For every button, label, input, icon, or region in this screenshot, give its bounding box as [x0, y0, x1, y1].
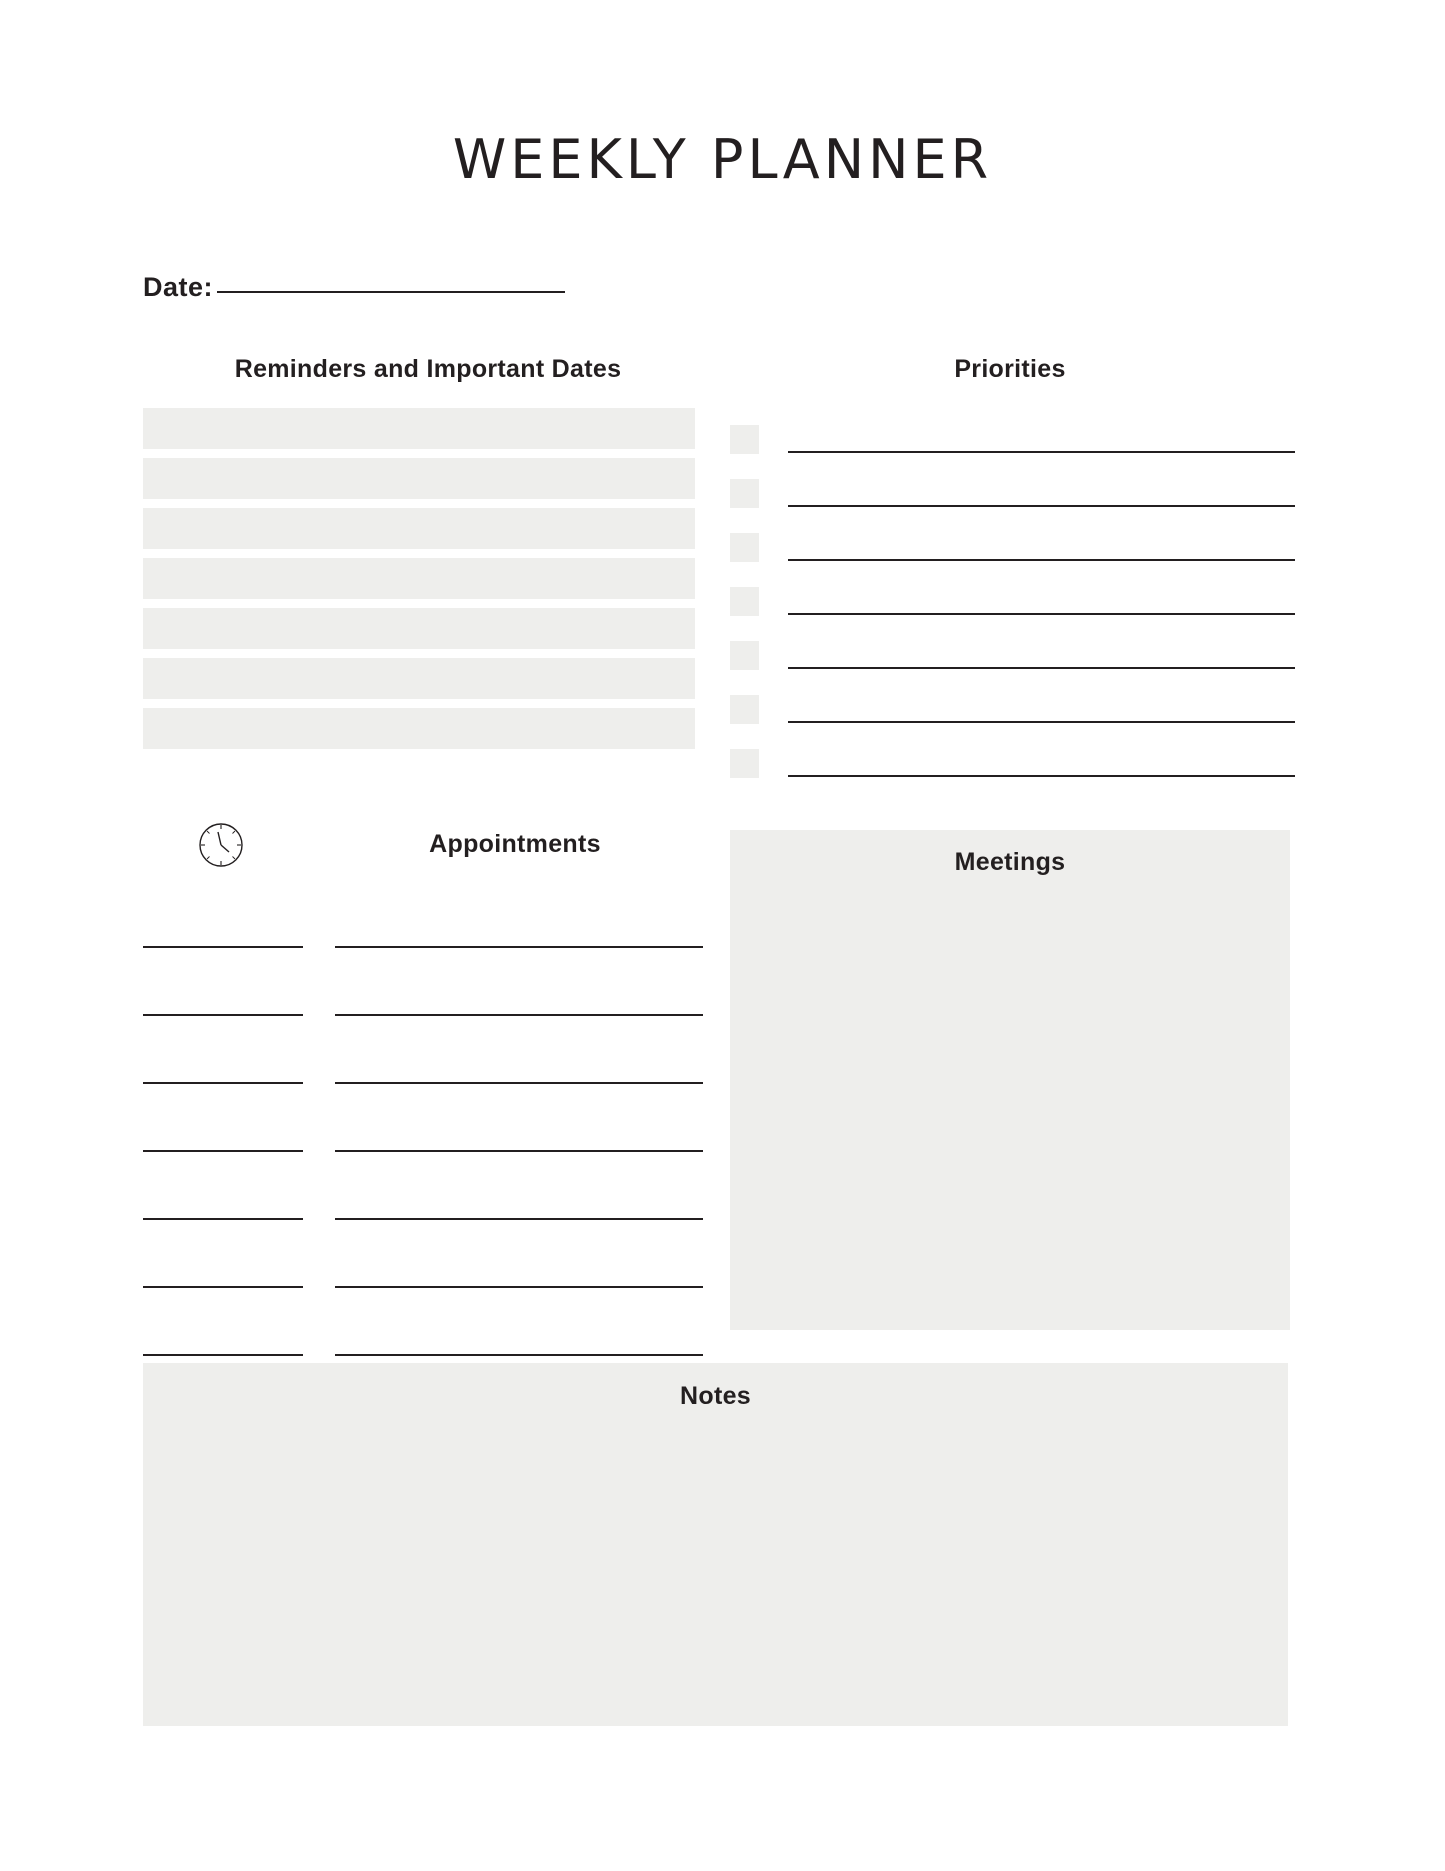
appointment-row — [143, 1220, 703, 1288]
appointment-time-input[interactable] — [143, 1082, 303, 1084]
reminder-row[interactable] — [143, 508, 695, 549]
reminder-row[interactable] — [143, 408, 695, 449]
priority-checkbox[interactable] — [730, 749, 759, 778]
meetings-heading: Meetings — [954, 848, 1066, 876]
appointment-row — [143, 1288, 703, 1356]
priority-row — [730, 520, 1295, 574]
priority-row — [730, 682, 1295, 736]
reminder-row[interactable] — [143, 658, 695, 699]
appointment-description-input[interactable] — [335, 1286, 703, 1288]
appointment-description-input[interactable] — [335, 1150, 703, 1152]
appointment-description-input[interactable] — [335, 946, 703, 948]
priority-row — [730, 574, 1295, 628]
meetings-panel[interactable] — [730, 830, 1290, 1330]
appointment-description-input[interactable] — [335, 1218, 703, 1220]
priority-checkbox[interactable] — [730, 479, 759, 508]
appointment-description-input[interactable] — [335, 1014, 703, 1016]
priority-row — [730, 466, 1295, 520]
appointment-description-input[interactable] — [335, 1354, 703, 1356]
priority-input[interactable] — [788, 613, 1295, 615]
reminder-row[interactable] — [143, 458, 695, 499]
date-label: Date: — [143, 272, 214, 302]
appointment-description-input[interactable] — [335, 1082, 703, 1084]
appointment-row — [143, 1016, 703, 1084]
priority-row — [730, 628, 1295, 682]
priority-input[interactable] — [788, 505, 1295, 507]
appointment-time-input[interactable] — [143, 1150, 303, 1152]
priorities-heading: Priorities — [954, 355, 1066, 383]
appointment-time-input[interactable] — [143, 1014, 303, 1016]
reminder-row[interactable] — [143, 558, 695, 599]
priority-checkbox[interactable] — [730, 587, 759, 616]
reminders-heading: Reminders and Important Dates — [234, 355, 622, 383]
priority-row — [730, 736, 1295, 790]
priority-input[interactable] — [788, 775, 1295, 777]
priority-checkbox[interactable] — [730, 425, 759, 454]
appointment-time-input[interactable] — [143, 946, 303, 948]
appointment-row — [143, 948, 703, 1016]
appointments-list — [143, 880, 703, 1356]
appointment-time-input[interactable] — [143, 1354, 303, 1356]
priority-checkbox[interactable] — [730, 533, 759, 562]
priority-input[interactable] — [788, 451, 1295, 453]
appointment-time-input[interactable] — [143, 1286, 303, 1288]
priorities-list — [730, 412, 1295, 790]
priority-input[interactable] — [788, 559, 1295, 561]
reminder-row[interactable] — [143, 708, 695, 749]
priority-checkbox[interactable] — [730, 695, 759, 724]
appointment-row — [143, 1152, 703, 1220]
page-title: WEEKLY PLANNER — [452, 128, 993, 191]
reminders-list — [143, 408, 695, 758]
clock-icon — [198, 822, 244, 868]
appointment-row — [143, 1084, 703, 1152]
notes-panel[interactable] — [143, 1363, 1288, 1726]
reminder-row[interactable] — [143, 608, 695, 649]
notes-heading: Notes — [680, 1382, 751, 1410]
date-input[interactable] — [217, 291, 565, 293]
date-field-row — [143, 272, 565, 303]
priority-input[interactable] — [788, 667, 1295, 669]
appointment-time-input[interactable] — [143, 1218, 303, 1220]
priority-checkbox[interactable] — [730, 641, 759, 670]
appointments-heading: Appointments — [429, 830, 601, 858]
priority-input[interactable] — [788, 721, 1295, 723]
appointment-row — [143, 880, 703, 948]
priority-row — [730, 412, 1295, 466]
